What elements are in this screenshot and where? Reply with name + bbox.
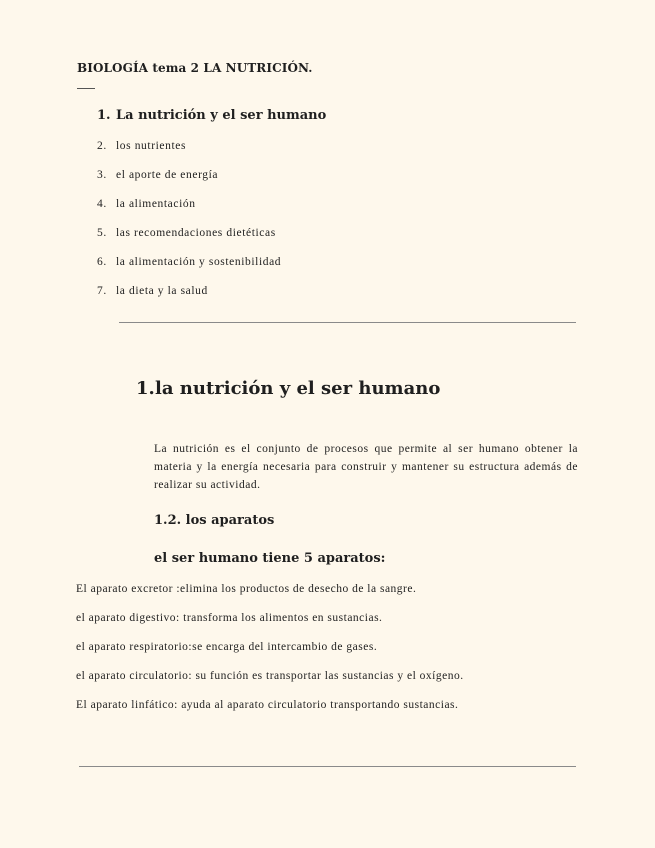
section-heading — [136, 378, 440, 399]
toc-item-6 — [97, 256, 281, 268]
list-item-excretor: El aparato excretor :elimina los productos de desecho de la sangre. — [76, 583, 417, 595]
toc-item-4 — [97, 198, 196, 210]
toc-item-1 — [97, 108, 326, 123]
divider-bottom — [79, 766, 576, 767]
section-number: 1. — [136, 378, 155, 399]
list-item-respiratorio: el aparato respiratorio:se encarga del intercambio de gases. — [76, 641, 378, 653]
aparatos-heading: el ser humano tiene 5 aparatos: — [154, 551, 386, 566]
list-item-digestivo: el aparato digestivo: transforma los alimentos en sustancias. — [76, 612, 383, 624]
toc-item-2 — [97, 140, 186, 152]
toc-item-label: La nutrición y el ser humano — [116, 108, 327, 123]
toc-item-number: 7. — [97, 285, 107, 297]
toc-item-number: 5. — [97, 227, 107, 239]
title-underline — [77, 88, 95, 89]
toc-item-label: las recomendaciones dietéticas — [116, 227, 276, 239]
intro-paragraph: La nutrición es el conjunto de procesos que permite al ser humano obtener la materia y la energía necesaria para construir y mantener su estructura además de realizar su actividad. — [154, 443, 578, 491]
toc-item-label: la dieta y la salud — [116, 285, 208, 297]
toc-item-3 — [97, 169, 218, 181]
section-title: la nutrición y el ser humano — [155, 378, 441, 399]
toc-item-label: la alimentación — [116, 198, 196, 210]
toc-item-label: los nutrientes — [116, 140, 187, 152]
toc-item-number: 3. — [97, 169, 107, 181]
toc-item-label: el aporte de energía — [116, 169, 219, 181]
list-item-circulatorio: el aparato circulatorio: su función es transportar las sustancias y el oxígeno. — [76, 670, 464, 682]
toc-item-number: 6. — [97, 256, 107, 268]
subsection-heading: 1.2. los aparatos — [154, 513, 275, 528]
toc-item-5 — [97, 227, 276, 239]
document-title: BIOLOGÍA tema 2 LA NUTRICIÓN. — [77, 61, 313, 75]
toc-item-number: 2. — [97, 140, 107, 152]
toc-item-7 — [97, 285, 208, 297]
list-item-linfatico: El aparato linfático: ayuda al aparato circulatorio transportando sustancias. — [76, 699, 459, 711]
toc-item-number: 4. — [97, 198, 107, 210]
toc-item-number: 1. — [97, 108, 111, 123]
divider-top — [119, 322, 576, 323]
toc-item-label: la alimentación y sostenibilidad — [116, 256, 282, 268]
